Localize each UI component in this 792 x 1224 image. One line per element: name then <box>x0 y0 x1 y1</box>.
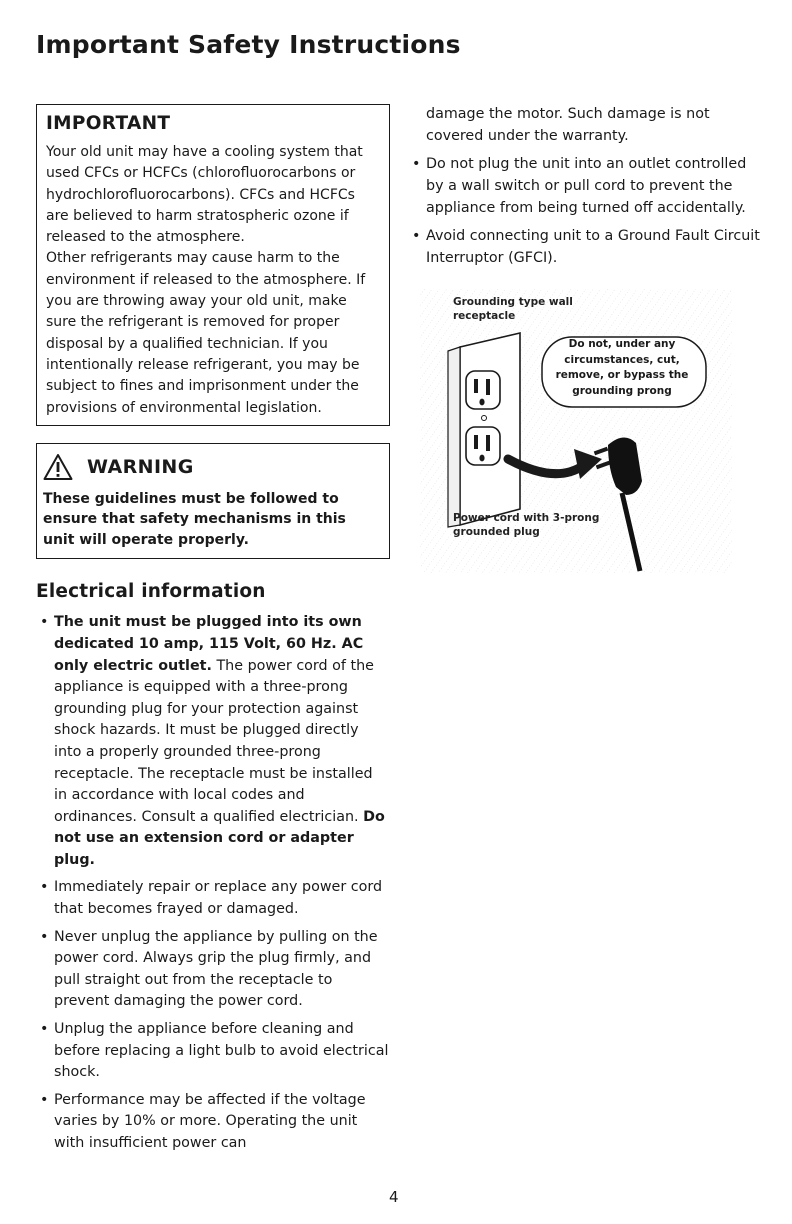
bullet-glyph: • <box>40 879 49 896</box>
list-item <box>36 1090 390 1155</box>
bullet-glyph: • <box>40 928 49 945</box>
bullet-glyph: • <box>40 1091 49 1108</box>
bullet1-bold-lead: The unit must be plugged into its own dedicated 10 amp, 115 Volt, 60 Hz. AC only electric outlet. <box>54 614 364 674</box>
bullet-glyph: • <box>412 156 421 173</box>
warning-body: These guidelines must be followed to ensure that safety mechanisms in this unit will operate properly. <box>43 490 346 548</box>
important-notice-box <box>36 104 390 426</box>
page-title: Important Safety Instructions <box>36 30 461 59</box>
page-number: 4 <box>389 1188 399 1206</box>
right-column <box>408 104 760 579</box>
list-item <box>408 153 760 219</box>
list-item <box>36 612 390 871</box>
warning-title: WARNING <box>87 455 194 478</box>
important-heading: IMPORTANT <box>46 113 171 134</box>
bullet-glyph: • <box>40 614 49 631</box>
bullet1-text: The power cord of the appliance is equipped with a three-prong grounding plug for your protection against shock hazards. It must be plugged directly into a properly grounded three-prong receptacle. The receptacle must be installed in accordance with local codes and ordinances. Consult a qualified electrician. <box>54 657 374 825</box>
list-item <box>36 927 390 1013</box>
receptacle-label: Grounding type wall receptacle <box>453 296 573 323</box>
warning-box <box>36 443 390 560</box>
bullet-glyph: • <box>412 228 421 245</box>
bullet3-text: Never unplug the appliance by pulling on the power cord. Always grip the plug firmly, and pull straight out from the receptacle to prevent damaging the power cord. <box>54 928 378 1010</box>
bullet2-text: Immediately repair or replace any power cord that becomes frayed or damaged. <box>54 879 383 918</box>
grounded-plug-illustration <box>408 281 734 579</box>
left-column <box>36 104 390 1161</box>
electrical-list-continued <box>408 153 760 269</box>
list-item <box>408 225 760 269</box>
list-item <box>36 877 390 920</box>
bullet7-text: Avoid connecting unit to a Ground Fault Circuit Interruptor (GFCI). <box>426 228 760 267</box>
warning-header <box>43 453 379 481</box>
bullet4-text: Unplug the appliance before cleaning and before replacing a light bulb to avoid electrical shock. <box>54 1021 389 1081</box>
bullet1-bold-tail: Do not use an extension cord or adapter plug. <box>54 808 385 868</box>
list-item <box>36 1019 390 1084</box>
wall-receptacle <box>448 333 520 527</box>
important-body-2: Other refrigerants may cause harm to the environment if released to the atmosphere. If you are throwing away your old unit, make sure the refrigerant is removed for proper disposal by a qualified technician. If you intentionally release refrigerant, you may be subject to fines and imprisonment under the provisions of environmental legislation. <box>46 250 366 416</box>
plug-label: Power cord with 3-prong grounded plug <box>453 512 600 539</box>
warning-triangle-icon <box>43 453 73 481</box>
bullet5-continuation: damage the motor. Such damage is not covered under the warranty. <box>426 106 710 144</box>
electrical-heading: Electrical information <box>36 581 266 603</box>
electrical-list <box>36 612 390 1154</box>
bullet-glyph: • <box>40 1021 49 1038</box>
bullet6-text: Do not plug the unit into an outlet controlled by a wall switch or pull cord to prevent the appliance from being turned off accidentally. <box>426 156 747 217</box>
important-body: Your old unit may have a cooling system that used CFCs or HCFCs (chlorofluorocarbons or hydrochlorofluorocarbons). CFCs and HCFCs are believed to harm stratospheric ozone if released to the atmosphere. <box>46 144 363 246</box>
callout-text: Do not, under any circumstances, cut, remove, or bypass the grounding prong <box>555 338 689 397</box>
bullet5-text: Performance may be affected if the voltage varies by 10% or more. Operating the unit with insufficient power can <box>54 1091 366 1152</box>
